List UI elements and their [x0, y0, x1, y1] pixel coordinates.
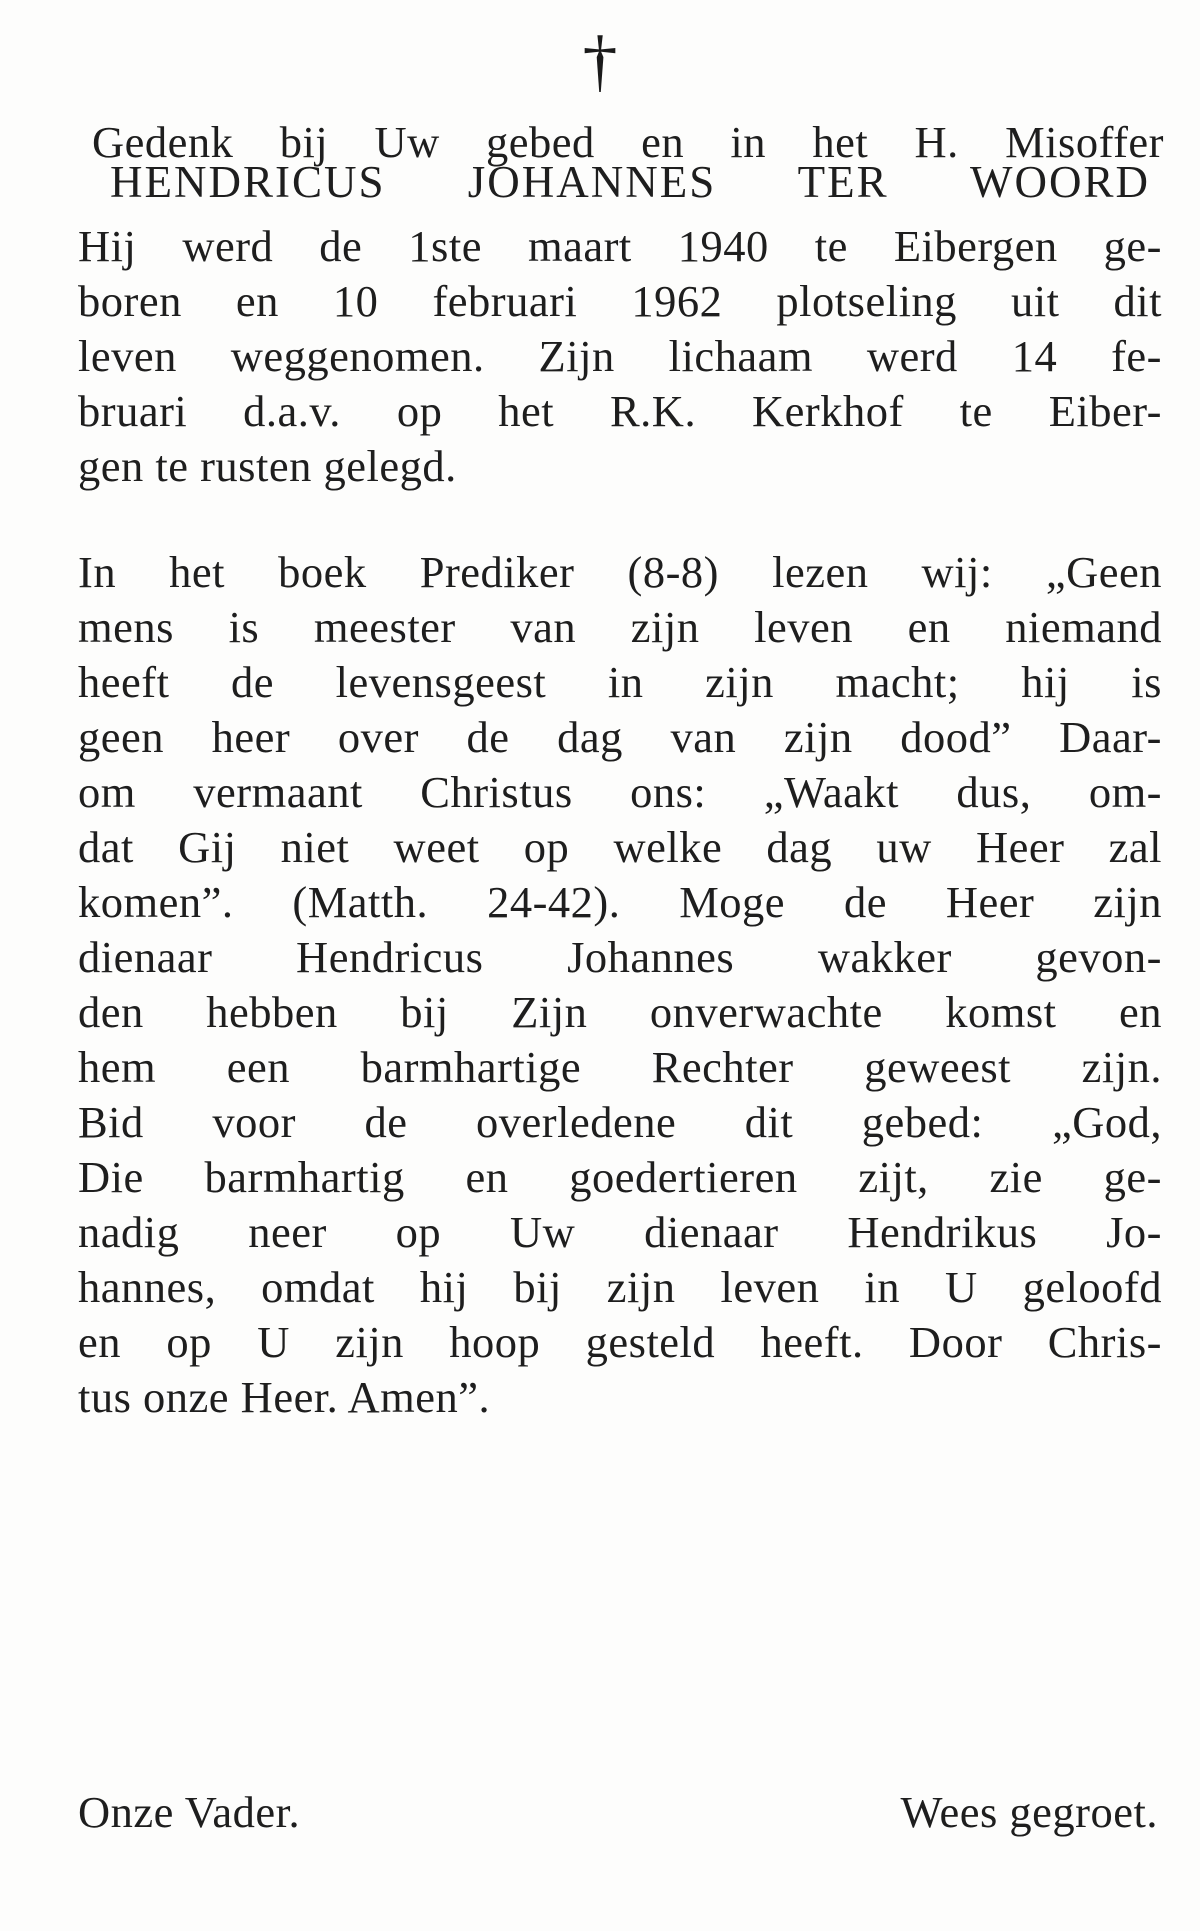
reflection-line: Bid voor de overledene dit gebed: „God,: [78, 1097, 1162, 1147]
prayer-wees-gegroet: Wees gegroet.: [900, 1787, 1158, 1837]
reflection-line: dat Gij niet weet op welke dag uw Heer zal: [78, 822, 1162, 872]
biography-line: boren en 10 februari 1962 plotseling uit dit: [78, 276, 1162, 326]
reflection-line: geen heer over de dag van zijn dood” Daar-: [78, 712, 1162, 762]
reflection-line: dienaar Hendricus Johannes wakker gevon-: [78, 932, 1162, 982]
reflection-line: In het boek Prediker (8-8) lezen wij: „Geen: [78, 547, 1162, 597]
biography-line: gen te rusten gelegd.: [78, 441, 457, 491]
reflection-line: en op U zijn hoop gesteld heeft. Door Chris-: [78, 1317, 1162, 1367]
biography-line: bruari d.a.v. op het R.K. Kerkhof te Eiber-: [78, 386, 1162, 436]
reflection-line: heeft de levensgeest in zijn macht; hij is: [78, 657, 1162, 707]
biography-line: Hij werd de 1ste maart 1940 te Eibergen ge-: [78, 221, 1162, 271]
reflection-line: hannes, omdat hij bij zijn leven in U geloofd: [78, 1262, 1162, 1312]
reflection-line: Die barmhartig en goedertieren zijt, zie ge-: [78, 1152, 1162, 1202]
cross-icon: †: [582, 23, 618, 100]
reflection-line: om vermaant Christus ons: „Waakt dus, om-: [78, 767, 1162, 817]
invocation-line: Gedenk bij Uw gebed en in het H. Misoffer: [92, 117, 1164, 167]
reflection-line: hem een barmhartige Rechter geweest zijn.: [78, 1042, 1162, 1092]
reflection-line: komen”. (Matth. 24-42). Moge de Heer zijn: [78, 877, 1162, 927]
prayer-onze-vader: Onze Vader.: [78, 1787, 301, 1837]
reflection-line: nadig neer op Uw dienaar Hendrikus Jo-: [78, 1207, 1162, 1257]
biography-line: leven weggenomen. Zijn lichaam werd 14 fe-: [78, 331, 1162, 381]
reflection-line: tus onze Heer. Amen”.: [78, 1372, 491, 1422]
reflection-line: den hebben bij Zijn onverwachte komst en: [78, 987, 1162, 1037]
closing-prayers: [78, 1782, 1158, 1842]
reflection-line: mens is meester van zijn leven en niemand: [78, 602, 1162, 652]
deceased-name: HENDRICUS JOHANNES TER WOORD: [110, 157, 1150, 207]
